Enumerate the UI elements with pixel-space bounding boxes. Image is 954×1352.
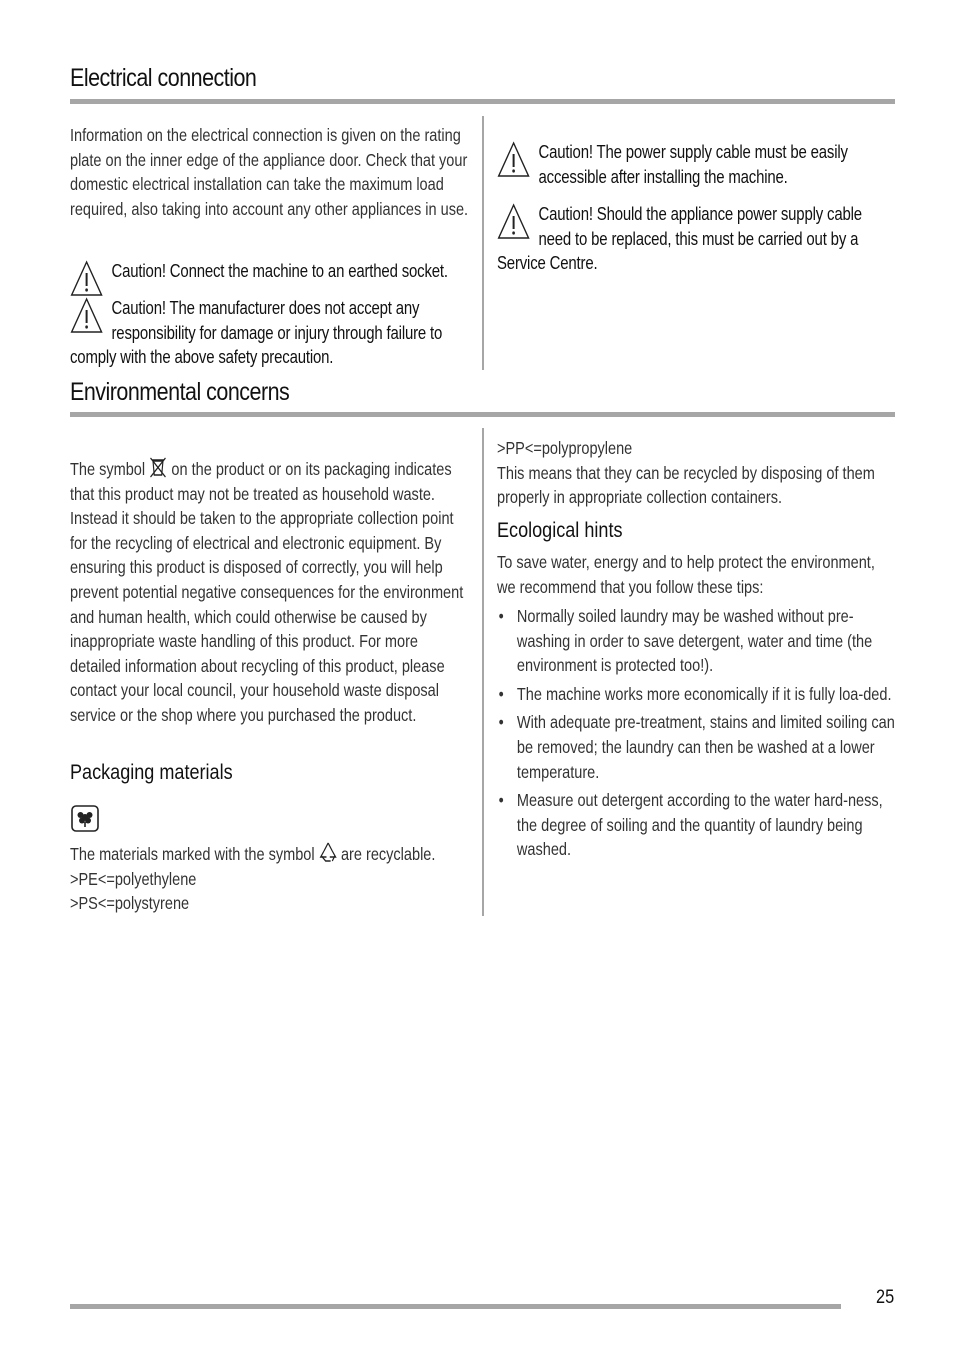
recycle-icon xyxy=(319,841,337,863)
caution-cable-accessible xyxy=(497,140,895,189)
section-title-electrical: Electrical connection xyxy=(70,64,257,92)
section-title-environmental: Environmental concerns xyxy=(70,378,290,406)
warning-triangle-icon xyxy=(497,140,530,180)
crossed-bin-icon xyxy=(149,456,167,478)
column-divider xyxy=(482,116,484,370)
list-item: • The machine works more economically if it is fully loa-ded. xyxy=(497,682,895,707)
subheading-packaging: Packaging materials xyxy=(70,761,233,784)
caution-text: Caution! Should the appliance power supply cable need to be replaced, this must be carried out by a Service Centre. xyxy=(497,204,862,274)
column-divider xyxy=(482,428,484,916)
material-pp: >PP<=polypropylene xyxy=(497,438,633,458)
list-item: • With adequate pre-treatment, stains and limited soiling can be removed; the laundry can then be washed at a lower temperature. xyxy=(497,710,895,784)
list-item: • Normally soiled laundry may be washed without pre-washing in order to save detergent, water and time (the environment is protected too!). xyxy=(497,604,895,678)
eco-flower-icon xyxy=(71,805,99,832)
caution-text: Caution! The power supply cable must be easily accessible after installing the machine. xyxy=(538,142,848,187)
pp-note: This means that they can be recycled by disposing of them properly in appropriate collection containers. xyxy=(497,462,875,508)
pp-paragraph xyxy=(497,436,895,510)
materials-paragraph xyxy=(70,841,468,916)
caution-text: Caution! The manufacturer does not accept any responsibility for damage or injury through failure to comply with the above safety precaution. xyxy=(70,298,443,368)
caution-cable-replace xyxy=(497,202,895,276)
page-number: 25 xyxy=(876,1287,895,1308)
caution-earthed-socket xyxy=(70,259,468,299)
weee-paragraph xyxy=(70,456,468,728)
material-ps: >PS<=polystyrene xyxy=(70,893,190,914)
warning-triangle-icon xyxy=(497,202,530,242)
electrical-intro: Information on the electrical connection is given on the rating plate on the inner edge of the appliance door. Check that your domestic electrical installation can take the maximum load required, also taking into account any other appliances in use. xyxy=(70,125,469,219)
warning-triangle-icon xyxy=(70,259,103,299)
footer-divider xyxy=(70,1304,841,1309)
eco-intro: To save water, energy and to help protect the environment, we recommend that you follow these tips: xyxy=(497,552,875,597)
list-item: • Measure out detergent according to the water hard-ness, the degree of soiling and the quantity of laundry being washed. xyxy=(497,788,895,862)
eco-tips-list xyxy=(497,604,895,866)
subheading-ecological: Ecological hints xyxy=(497,519,623,542)
materials-text-pre: The materials marked with the symbol xyxy=(70,844,315,864)
section-divider xyxy=(70,412,895,417)
caution-text: Caution! Connect the machine to an earthed socket. xyxy=(111,261,448,281)
weee-text-post: on the product or on its packaging indicates that this product may not be treated as household waste. Instead it should be taken to the appropriate collection point for the recycling of electrical and electronic equipment. By ensuring this product is disposed of correctly, you will help prevent potential negative consequences for the environment and human health, which could otherwise be caused by inappropriate waste handling of this product. For more detailed information about recycling of this product, please contact your local council, your household waste disposal service or the shop where you purchased the product. xyxy=(70,459,464,725)
caution-manufacturer xyxy=(70,296,468,370)
warning-triangle-icon xyxy=(70,296,103,336)
material-pe: >PE<=polyethylene xyxy=(70,868,197,889)
materials-text-post: are recyclable. xyxy=(340,844,436,864)
weee-text-pre: The symbol xyxy=(70,459,146,479)
section-divider xyxy=(70,99,895,104)
